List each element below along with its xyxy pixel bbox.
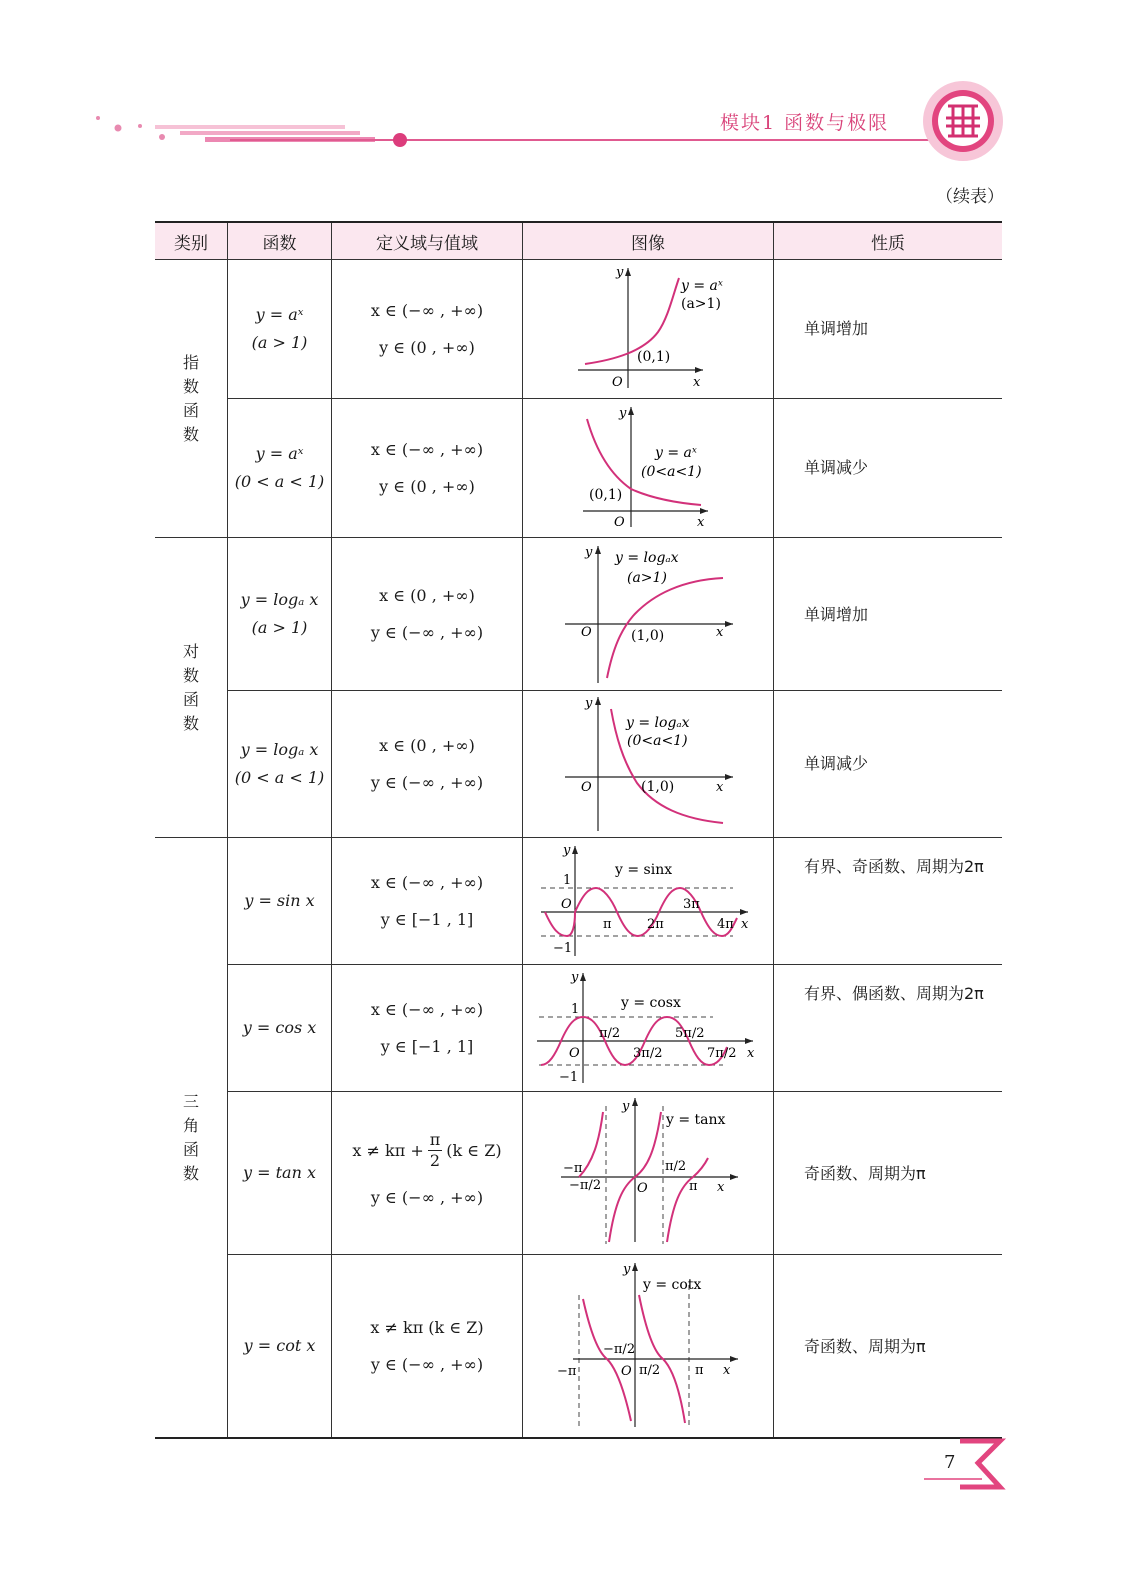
domain-range-cell: x ≠ kπ + $\frac{\pi}{2}$ (k ∈ Z) y ∈ (−∞ , +∞) — [332, 1092, 523, 1255]
svg-text:y: y — [585, 696, 593, 711]
header-category: 类别 — [155, 222, 228, 260]
graph-cell — [523, 399, 774, 538]
module-title: 模块1 函数与极限 — [720, 112, 890, 134]
graph-cell — [523, 965, 774, 1092]
svg-text:3π/2: 3π/2 — [633, 1046, 663, 1061]
cosine-graph — [523, 965, 773, 1087]
property-cell: 单调减少 — [774, 399, 1003, 538]
svg-text:(0,1): (0,1) — [589, 487, 623, 503]
domain-range-cell: x ≠ kπ (k ∈ Z) y ∈ (−∞ , +∞) — [332, 1255, 523, 1439]
svg-text:y = tanx: y = tanx — [666, 1112, 726, 1128]
function-cell: y = logₐ x (a > 1) — [228, 538, 332, 691]
svg-text:y = logₐx: y = logₐx — [626, 715, 690, 731]
domain-range-cell: x ∈ (−∞ , +∞) y ∈ [−1 , 1] — [332, 838, 523, 965]
svg-text:(0<a<1): (0<a<1) — [627, 733, 688, 749]
svg-text:O: O — [637, 1181, 648, 1196]
table-row — [155, 965, 1002, 1092]
svg-text:π/2: π/2 — [599, 1026, 621, 1041]
svg-text:y = aˣ: y = aˣ — [681, 278, 723, 294]
table-row — [155, 691, 1002, 838]
svg-text:y: y — [563, 843, 571, 858]
category-exponential: 指数函数 — [155, 260, 228, 538]
svg-text:O: O — [581, 625, 592, 640]
function-cell: y = logₐ x (0 < a < 1) — [228, 691, 332, 838]
domain-range-cell: x ∈ (0 , +∞) y ∈ (−∞ , +∞) — [332, 538, 523, 691]
property-cell: 奇函数、周期为π — [774, 1255, 1003, 1439]
svg-text:−1: −1 — [553, 941, 573, 956]
property-cell: 单调增加 — [774, 538, 1003, 691]
svg-text:x: x — [716, 625, 724, 640]
function-cell: y = aˣ (a > 1) — [228, 260, 332, 399]
cotangent-graph — [523, 1255, 773, 1433]
svg-text:(0,1): (0,1) — [637, 349, 671, 365]
exp-increasing-graph — [523, 260, 773, 394]
svg-text:3π: 3π — [683, 897, 700, 912]
domain-range-cell: x ∈ (−∞ , +∞) y ∈ [−1 , 1] — [332, 965, 523, 1092]
tangent-graph — [523, 1092, 773, 1250]
function-cell: y = tan x — [228, 1092, 332, 1255]
function-cell: y = cot x — [228, 1255, 332, 1439]
exp-decreasing-graph — [523, 399, 773, 533]
svg-text:y: y — [585, 545, 593, 560]
graph-cell — [523, 691, 774, 838]
table-row — [155, 399, 1002, 538]
table-row — [155, 1092, 1002, 1255]
domain-range-cell: x ∈ (−∞ , +∞) y ∈ (0 , +∞) — [332, 260, 523, 399]
continued-label: （续表） — [936, 187, 1004, 207]
table-row — [155, 538, 1002, 691]
svg-text:O: O — [561, 897, 572, 912]
graph-cell — [523, 260, 774, 399]
svg-text:(1,0): (1,0) — [641, 779, 675, 795]
svg-text:−π: −π — [557, 1364, 577, 1379]
svg-text:y: y — [622, 1099, 630, 1114]
svg-text:y = cosx: y = cosx — [621, 995, 681, 1011]
header-graph: 图像 — [523, 222, 774, 260]
svg-text:(a>1): (a>1) — [627, 570, 667, 586]
svg-text:y = cotx: y = cotx — [643, 1277, 702, 1293]
category-trigonometric: 三角函数 — [155, 838, 228, 1439]
property-cell: 单调增加 — [774, 260, 1003, 399]
function-table — [155, 221, 1002, 1439]
svg-text:y: y — [623, 1262, 631, 1277]
domain-range-cell: x ∈ (−∞ , +∞) y ∈ (0 , +∞) — [332, 399, 523, 538]
domain-range-cell: x ∈ (0 , +∞) y ∈ (−∞ , +∞) — [332, 691, 523, 838]
graph-cell — [523, 1092, 774, 1255]
table-header-row — [155, 222, 1002, 260]
function-cell: y = cos x — [228, 965, 332, 1092]
table-row — [155, 838, 1002, 965]
svg-text:5π/2: 5π/2 — [675, 1026, 705, 1041]
svg-text:(1,0): (1,0) — [631, 628, 665, 644]
svg-text:1: 1 — [563, 873, 572, 888]
svg-text:7π/2: 7π/2 — [707, 1046, 737, 1061]
header-decoration — [0, 0, 1127, 170]
log-increasing-graph — [523, 538, 773, 686]
table-row — [155, 1255, 1002, 1439]
svg-text:x: x — [716, 780, 724, 795]
svg-text:x: x — [741, 917, 749, 932]
svg-text:O: O — [621, 1364, 632, 1379]
svg-text:x: x — [697, 515, 705, 530]
property-cell: 奇函数、周期为π — [774, 1092, 1003, 1255]
svg-text:O: O — [581, 780, 592, 795]
svg-text:y = sinx: y = sinx — [615, 862, 673, 878]
svg-text:(0<a<1): (0<a<1) — [641, 464, 702, 480]
header-function: 函数 — [228, 222, 332, 260]
sine-graph — [523, 838, 773, 960]
svg-text:(a>1): (a>1) — [681, 296, 721, 312]
svg-text:−π/2: −π/2 — [569, 1178, 602, 1193]
header-domain-range: 定义域与值域 — [332, 222, 523, 260]
svg-text:2π: 2π — [647, 917, 664, 932]
graph-cell — [523, 838, 774, 965]
svg-text:π: π — [689, 1179, 698, 1194]
svg-text:x: x — [693, 375, 701, 390]
svg-text:−π/2: −π/2 — [603, 1342, 636, 1357]
svg-text:y: y — [616, 265, 624, 280]
page-number: 7 — [944, 1452, 956, 1473]
svg-text:O: O — [569, 1046, 580, 1061]
function-cell: y = aˣ (0 < a < 1) — [228, 399, 332, 538]
graph-cell — [523, 1255, 774, 1439]
property-cell: 有界、奇函数、周期为2π — [774, 838, 1003, 965]
svg-text:y: y — [571, 970, 579, 985]
graph-cell — [523, 538, 774, 691]
svg-text:x: x — [717, 1180, 725, 1195]
svg-text:4π: 4π — [717, 917, 734, 932]
svg-text:π/2: π/2 — [665, 1159, 687, 1174]
function-cell: y = sin x — [228, 838, 332, 965]
header-property: 性质 — [774, 222, 1003, 260]
svg-text:−1: −1 — [559, 1070, 579, 1085]
svg-text:y = logₐx: y = logₐx — [615, 550, 679, 566]
svg-text:y = aˣ: y = aˣ — [655, 445, 697, 461]
log-decreasing-graph — [523, 691, 773, 833]
svg-text:π/2: π/2 — [639, 1363, 661, 1378]
svg-text:π: π — [695, 1363, 704, 1378]
svg-text:O: O — [612, 375, 623, 390]
svg-text:x: x — [723, 1363, 731, 1378]
svg-text:x: x — [747, 1046, 755, 1061]
svg-text:y: y — [619, 406, 627, 421]
svg-text:π: π — [603, 917, 612, 932]
page-corner-decoration — [920, 1435, 1010, 1495]
property-cell: 单调减少 — [774, 691, 1003, 838]
table-row — [155, 260, 1002, 399]
category-logarithmic: 对数函数 — [155, 538, 228, 838]
svg-text:1: 1 — [571, 1002, 580, 1017]
svg-text:O: O — [614, 515, 625, 530]
svg-text:−π: −π — [563, 1161, 583, 1176]
property-cell: 有界、偶函数、周期为2π — [774, 965, 1003, 1092]
